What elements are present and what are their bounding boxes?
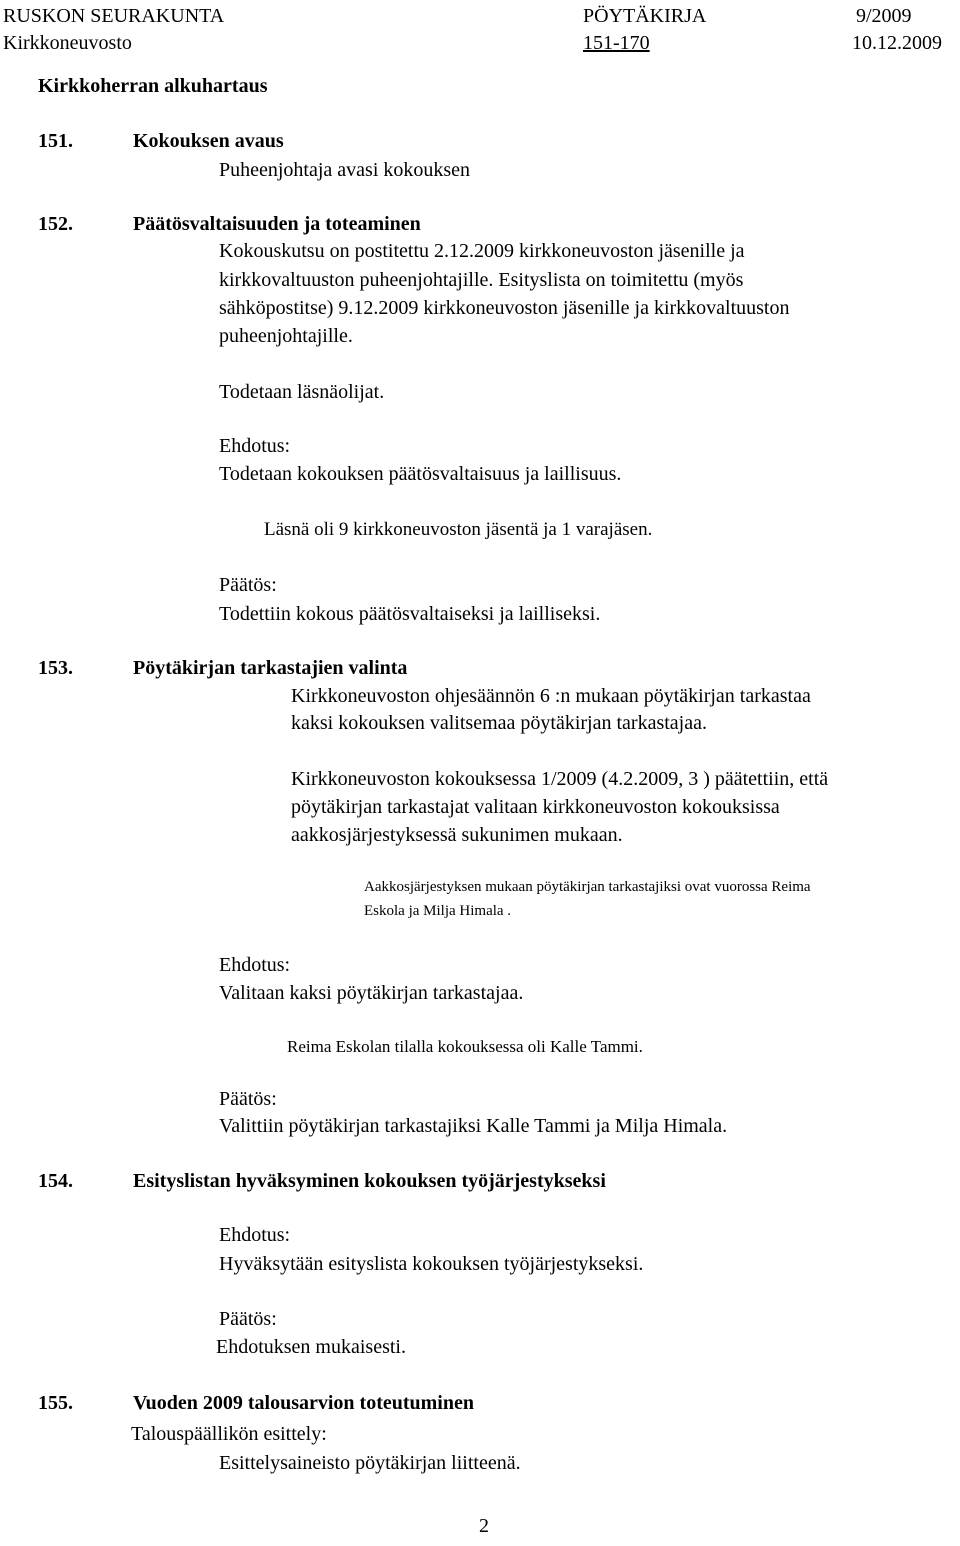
item-153-line-2: kaksi kokouksen valitsemaa pöytäkirjan tarkastajaa. bbox=[291, 712, 707, 734]
item-152-attendance-note: Läsnä oli 9 kirkkoneuvoston jäsentä ja 1 varajäsen. bbox=[264, 519, 653, 540]
item-152-proposal: Todetaan kokouksen päätösvaltaisuus ja laillisuus. bbox=[219, 463, 622, 485]
organization-name: RUSKON SEURAKUNTA bbox=[3, 5, 225, 27]
item-151-number: 151. bbox=[38, 130, 73, 152]
item-154-proposal: Hyväksytään esityslista kokouksen työjärjestykseksi. bbox=[219, 1253, 644, 1275]
item-153-title: Pöytäkirjan tarkastajien valinta bbox=[133, 657, 408, 679]
item-153-proposal: Valitaan kaksi pöytäkirjan tarkastajaa. bbox=[219, 982, 524, 1004]
section-range: 151-170 bbox=[583, 32, 650, 54]
item-153-small-note-line-2: Eskola ja Milja Himala . bbox=[364, 903, 512, 919]
item-153-line-4: pöytäkirjan tarkastajat valitaan kirkkoneuvoston kokouksissa bbox=[291, 796, 780, 818]
item-155-title: Vuoden 2009 talousarvion toteutuminen bbox=[133, 1392, 474, 1414]
item-152-line-3: sähköpostitse) 9.12.2009 kirkkoneuvoston jäsenille ja kirkkovaltuuston bbox=[219, 297, 790, 319]
item-154-decision: Ehdotuksen mukaisesti. bbox=[216, 1336, 406, 1358]
item-155-number: 155. bbox=[38, 1392, 73, 1414]
item-153-proposal-label: Ehdotus: bbox=[219, 954, 291, 976]
governing-body: Kirkkoneuvosto bbox=[3, 32, 132, 54]
item-153-number: 153. bbox=[38, 657, 73, 679]
item-155-line-2: Esittelysaineisto pöytäkirjan liitteenä. bbox=[219, 1452, 521, 1474]
item-155-line-1: Talouspäällikön esittely: bbox=[131, 1423, 327, 1445]
item-153-line-5: aakkosjärjestyksessä sukunimen mukaan. bbox=[291, 824, 623, 846]
item-152-line-4: puheenjohtajille. bbox=[219, 325, 353, 347]
item-153-substitute-note: Reima Eskolan tilalla kokouksessa oli Kalle Tammi. bbox=[287, 1037, 643, 1056]
opening-devotion-heading: Kirkkoherran alkuhartaus bbox=[38, 75, 268, 97]
item-154-decision-label: Päätös: bbox=[219, 1308, 277, 1330]
item-152-line-5: Todetaan läsnäolijat. bbox=[219, 381, 385, 403]
item-154-proposal-label: Ehdotus: bbox=[219, 1224, 291, 1246]
item-153-decision-label: Päätös: bbox=[219, 1088, 277, 1110]
item-154-title: Esityslistan hyväksyminen kokouksen työjärjestykseksi bbox=[133, 1170, 606, 1192]
item-152-number: 152. bbox=[38, 213, 73, 235]
item-152-decision: Todettiin kokous päätösvaltaiseksi ja lailliseksi. bbox=[219, 603, 601, 625]
document-type: PÖYTÄKIRJA bbox=[583, 5, 707, 27]
item-152-line-1: Kokouskutsu on postitettu 2.12.2009 kirkkoneuvoston jäsenille ja bbox=[219, 240, 745, 262]
item-152-title: Päätösvaltaisuuden ja toteaminen bbox=[133, 213, 421, 235]
page-number: 2 bbox=[479, 1515, 489, 1537]
item-153-decision: Valittiin pöytäkirjan tarkastajiksi Kalle Tammi ja Milja Himala. bbox=[219, 1115, 728, 1137]
item-151-title: Kokouksen avaus bbox=[133, 130, 284, 152]
meeting-date: 10.12.2009 bbox=[852, 32, 942, 54]
item-154-number: 154. bbox=[38, 1170, 73, 1192]
item-152-line-2: kirkkovaltuuston puheenjohtajille. Esityslista on toimitettu (myös bbox=[219, 269, 744, 291]
item-153-small-note-line-1: Aakkosjärjestyksen mukaan pöytäkirjan tarkastajiksi ovat vuorossa Reima bbox=[364, 879, 811, 895]
item-152-proposal-label: Ehdotus: bbox=[219, 435, 291, 457]
item-152-decision-label: Päätös: bbox=[219, 574, 277, 596]
document-number: 9/2009 bbox=[856, 5, 912, 27]
item-151-text: Puheenjohtaja avasi kokouksen bbox=[219, 159, 471, 181]
item-153-line-3: Kirkkoneuvoston kokouksessa 1/2009 (4.2.2009, 3 ) päätettiin, että bbox=[291, 768, 829, 790]
item-153-line-1: Kirkkoneuvoston ohjesäännön 6 :n mukaan pöytäkirjan tarkastaa bbox=[291, 685, 811, 707]
